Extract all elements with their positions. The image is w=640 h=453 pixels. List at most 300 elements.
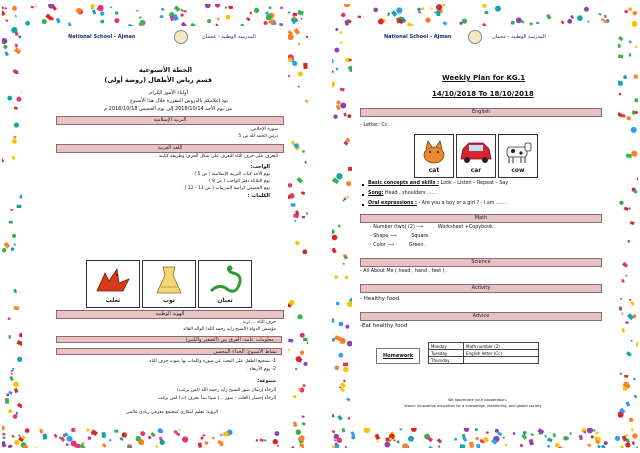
confetti-shape: [596, 432, 599, 435]
confetti-shape: [345, 325, 349, 329]
confetti-shape: [56, 18, 61, 24]
confetti-shape: [332, 229, 335, 234]
confetti-shape: [179, 429, 182, 432]
picture-label: ثوب: [162, 297, 176, 304]
advice-item: الرجاء إحضار (العلب - صور ...) شيئا يبدأ بحرف (ث) لمن يرغب: [157, 396, 276, 401]
confetti-shape: [13, 243, 15, 246]
confetti-shape: [2, 38, 7, 44]
confetti-shape: [332, 414, 335, 418]
confetti-shape: [302, 150, 305, 153]
confetti-shape: [511, 21, 515, 25]
confetti-shape: [475, 437, 478, 440]
confetti-shape: [15, 70, 19, 74]
confetti-shape: [336, 302, 340, 306]
confetti-shape: [269, 6, 272, 9]
confetti-shape: [632, 433, 637, 438]
confetti-shape: [5, 398, 9, 404]
confetti-shape: [10, 373, 12, 375]
confetti-shape: [505, 444, 507, 446]
confetti-shape: [11, 370, 13, 372]
confetti-shape: [418, 11, 421, 13]
confetti-shape: [71, 428, 75, 432]
confetti-shape: [301, 191, 306, 195]
science-text: - All About Me ( head , hand , feet ) .: [360, 269, 448, 274]
confetti-shape: [334, 48, 339, 53]
confetti-shape: [626, 434, 628, 437]
day-cell: Thursday: [429, 357, 464, 364]
confetti-shape: [332, 81, 335, 87]
confetti-shape: [335, 28, 338, 31]
confetti-shape: [626, 154, 632, 158]
confetti-shape: [8, 317, 11, 320]
confetti-shape: [183, 10, 187, 13]
cat-icon: [415, 135, 453, 167]
confetti-shape: [615, 436, 620, 441]
confetti-shape: [630, 301, 635, 306]
confetti-shape: [66, 443, 69, 446]
confetti-shape: [4, 7, 7, 9]
confetti-shape: [633, 11, 637, 15]
confetti-shape: [623, 75, 627, 79]
confetti-shape: [332, 430, 335, 433]
page-subtitle: قسم رياض الأطفال (روضة أولى): [104, 76, 212, 84]
confetti-shape: [42, 19, 47, 24]
confetti-shape: [53, 434, 57, 439]
confetti-shape: [634, 190, 638, 194]
confetti-shape: [631, 151, 637, 157]
bullet-icon: [362, 194, 364, 196]
vision-footer: الرؤية: تعليم ابتكاري لمجتمع معرفي ريادي عالمي: [125, 410, 218, 415]
confetti-shape: [631, 428, 633, 431]
confetti-shape: [274, 431, 279, 436]
confetti-shape: [100, 20, 104, 24]
confetti-shape: [226, 15, 231, 20]
confetti-shape: [8, 335, 11, 338]
arabic-header: اللغة العربية: [56, 144, 284, 153]
confetti-shape: [43, 434, 47, 440]
confetti-shape: [91, 4, 95, 8]
confetti-shape: [629, 299, 631, 301]
bullet-line: Song: Head , shoulders ..... .: [368, 191, 438, 196]
confetti-shape: [373, 8, 378, 13]
math-item: - Color ⟶ Green.: [370, 243, 425, 248]
confetti-shape: [294, 220, 296, 222]
confetti-shape: [332, 446, 335, 448]
confetti-shape: [100, 12, 104, 16]
confetti-shape: [17, 205, 22, 208]
confetti-shape: [298, 86, 300, 88]
confetti-shape: [342, 428, 345, 432]
confetti-shape: [217, 17, 220, 20]
picture-box: [198, 260, 252, 308]
confetti-shape: [63, 434, 66, 437]
confetti-shape: [536, 22, 539, 24]
confetti-shape: [577, 15, 583, 21]
math-header: Math: [360, 214, 602, 223]
islamic-item: سورة الإخلاص.: [249, 127, 278, 132]
confetti-shape: [259, 438, 263, 442]
confetti-shape: [220, 434, 223, 436]
confetti-shape: [18, 35, 21, 38]
confetti-shape: [626, 401, 631, 406]
confetti-shape: [297, 314, 302, 319]
national-line: حرف الثاء ... ثريد: [242, 320, 276, 325]
confetti-shape: [5, 19, 8, 21]
confetti-shape: [587, 21, 589, 23]
confetti-shape: [14, 388, 18, 393]
confetti-shape: [296, 177, 303, 183]
confetti-shape: [348, 417, 350, 420]
homework-table: [428, 342, 539, 364]
picture-box: [414, 134, 454, 178]
activity-item: 1- تشجيع الطفل على البحث عن صورة وكلمات بها صوت حرف الثاء .: [146, 359, 276, 364]
confetti-shape: [8, 409, 12, 413]
confetti-shape: [205, 4, 211, 8]
confetti-shape: [15, 44, 18, 48]
confetti-shape: [629, 418, 633, 422]
picture-label: ثعبان: [217, 297, 233, 304]
arabic-line: التعرف على حرف الثاء التعرف على شكل الحرف وطريقة كتابته: [158, 154, 278, 159]
homework-item: يوم الخميس كراسة التدريبات ( ص 11 - 12 ) .: [181, 186, 270, 191]
confetti-shape: [513, 432, 516, 435]
confetti-shape: [16, 97, 21, 102]
confetti-shape: [336, 104, 341, 110]
confetti-shape: [289, 193, 294, 198]
confetti-shape: [567, 19, 572, 24]
confetti-shape: [347, 114, 351, 118]
confetti-shape: [2, 441, 6, 448]
confetti-shape: [624, 375, 628, 378]
confetti-shape: [544, 435, 547, 438]
activity-text: - Healthy food.: [360, 296, 401, 302]
confetti-shape: [622, 262, 628, 268]
confetti-shape: [375, 434, 381, 440]
confetti-shape: [12, 139, 17, 144]
confetti-shape: [102, 432, 106, 438]
confetti-shape: [333, 114, 337, 118]
confetti-shape: [343, 380, 345, 382]
letter-line: - Letter: Cc .: [360, 122, 391, 128]
confetti-shape: [343, 363, 348, 367]
confetti-shape: [634, 98, 638, 102]
confetti-shape: [31, 6, 34, 8]
confetti-shape: [4, 51, 9, 56]
confetti-shape: [430, 7, 432, 10]
bullet-icon: [362, 184, 364, 186]
confetti-shape: [475, 428, 478, 431]
bullet-icon: [362, 204, 364, 206]
confetti-shape: [546, 14, 551, 20]
confetti-shape: [621, 328, 625, 333]
confetti-shape: [150, 432, 155, 437]
confetti-shape: [2, 433, 6, 436]
confetti-shape: [174, 5, 180, 11]
confetti-shape: [295, 368, 297, 370]
confetti-shape: [483, 437, 488, 442]
confetti-shape: [298, 72, 303, 77]
confetti-shape: [2, 158, 4, 162]
confetti-shape: [102, 443, 107, 448]
day-cell: Tuesday: [429, 350, 464, 357]
confetti-shape: [402, 443, 408, 448]
confetti-shape: [619, 306, 623, 311]
confetti-shape: [530, 433, 534, 437]
confetti-shape: [346, 397, 350, 401]
confetti-shape: [300, 350, 304, 354]
confetti-shape: [305, 99, 308, 103]
confetti-shape: [346, 138, 350, 142]
confetti-shape: [160, 440, 165, 445]
confetti-shape: [332, 70, 334, 73]
confetti-shape: [334, 275, 338, 279]
confetti-shape: [629, 53, 631, 56]
confetti-shape: [71, 441, 77, 447]
confetti-shape: [25, 428, 30, 433]
activity-header: نشاط الأسبوع: الحذاء المحسن: [56, 348, 282, 355]
confetti-shape: [205, 441, 209, 445]
confetti-shape: [631, 127, 637, 133]
confetti-shape: [393, 439, 395, 441]
confetti-shape: [344, 4, 350, 7]
confetti-shape: [341, 13, 345, 17]
confetti-shape: [627, 313, 634, 320]
confetti-shape: [438, 445, 440, 448]
confetti-shape: [521, 434, 527, 440]
confetti-shape: [569, 432, 571, 434]
confetti-shape: [346, 196, 348, 198]
confetti-shape: [563, 436, 568, 441]
confetti-shape: [338, 353, 343, 358]
national-header: الهوية الوطنية: [56, 310, 284, 319]
confetti-shape: [495, 6, 501, 12]
confetti-shape: [337, 438, 342, 443]
confetti-shape: [618, 36, 623, 41]
confetti-shape: [332, 318, 334, 323]
confetti-shape: [6, 393, 9, 396]
confetti-shape: [12, 6, 17, 11]
confetti-shape: [298, 388, 301, 391]
confetti-shape: [306, 342, 308, 345]
confetti-shape: [624, 206, 629, 211]
confetti-shape: [25, 21, 30, 26]
confetti-shape: [454, 438, 457, 441]
confetti-shape: [400, 428, 402, 430]
confetti-shape: [342, 200, 344, 202]
confetti-shape: [302, 216, 305, 219]
page-content: [22, 26, 288, 428]
confetti-shape: [635, 111, 638, 114]
confetti-shape: [148, 436, 151, 439]
confetti-shape: [598, 13, 601, 16]
confetti-shape: [339, 322, 344, 327]
math-item: - Number (two) (2) ⟶ Worksheet +Copybook .: [370, 225, 496, 230]
confetti-shape: [268, 20, 271, 23]
confetti-shape: [601, 19, 604, 21]
confetti-shape: [288, 11, 290, 13]
confetti-shape: [619, 92, 622, 95]
advice-header: Advice: [360, 312, 602, 321]
confetti-shape: [476, 444, 480, 448]
confetti-shape: [484, 11, 488, 14]
confetti-shape: [302, 422, 306, 426]
confetti-shape: [135, 436, 140, 441]
confetti-shape: [384, 442, 390, 448]
confetti-shape: [122, 432, 127, 437]
confetti-shape: [273, 439, 278, 444]
snake-icon: [199, 261, 251, 297]
confetti-shape: [228, 6, 232, 9]
confetti-shape: [9, 221, 13, 224]
picture-box: [456, 134, 496, 178]
confetti-shape: [462, 19, 467, 24]
confetti-shape: [621, 279, 625, 283]
confetti-shape: [297, 10, 304, 16]
confetti-shape: [265, 11, 268, 14]
school-name-en: National School - Ajman: [68, 34, 136, 40]
fox-icon: [87, 261, 139, 297]
confetti-shape: [396, 7, 402, 13]
confetti-shape: [13, 289, 17, 294]
confetti-shape: [630, 221, 635, 225]
confetti-shape: [273, 22, 276, 24]
confetti-shape: [298, 43, 300, 46]
page-content: [352, 26, 618, 428]
confetti-shape: [618, 54, 623, 58]
confetti-shape: [439, 441, 441, 443]
confetti-shape: [561, 20, 565, 24]
confetti-shape: [14, 440, 19, 445]
confetti-shape: [225, 7, 227, 9]
confetti-shape: [397, 440, 400, 443]
confetti-shape: [417, 8, 420, 11]
confetti-shape: [358, 16, 361, 18]
islamic-item: درس الحمد لله ص 5: [238, 134, 278, 139]
confetti-shape: [2, 7, 4, 9]
table-row: [429, 343, 539, 350]
confetti-shape: [291, 203, 296, 206]
confetti-shape: [295, 241, 299, 245]
confetti-shape: [460, 444, 466, 448]
confetti-shape: [634, 74, 638, 78]
confetti-shape: [3, 242, 10, 249]
task-cell: Math number (2) .: [464, 343, 539, 350]
confetti-shape: [293, 13, 297, 16]
confetti-shape: [11, 435, 14, 438]
week-dates: 14/10/2018 To 18/10/2018: [432, 90, 534, 98]
confetti-shape: [342, 263, 345, 265]
confetti-shape: [442, 4, 446, 6]
confetti-shape: [304, 161, 306, 164]
school-name-ar: المدرسة الوطنية - عجمان: [202, 34, 256, 40]
confetti-shape: [14, 47, 21, 54]
confetti-shape: [161, 8, 164, 11]
confetti-shape: [15, 15, 18, 18]
school-name-ar: المدرسة الوطنية - عجمان: [492, 34, 546, 40]
confetti-shape: [49, 17, 53, 20]
confetti-shape: [486, 431, 489, 434]
general-info-header: معلومات عامة: الفرق بين (الصغير والكبير) .: [56, 336, 282, 343]
confetti-shape: [198, 442, 202, 448]
confetti-shape: [628, 40, 632, 44]
confetti-shape: [302, 416, 305, 418]
confetti-shape: [256, 439, 258, 441]
confetti-shape: [635, 46, 637, 48]
page-title: Weekly Plan for KG.1: [442, 74, 526, 82]
confetti-shape: [299, 435, 305, 441]
confetti-shape: [633, 394, 637, 398]
confetti-shape: [296, 429, 301, 434]
confetti-shape: [336, 173, 342, 179]
footer-vision: Vision: Innovative education for a knowledge, pioneering, and global society: [404, 404, 542, 408]
confetti-shape: [624, 10, 628, 14]
advice-text: -Eat healthy food: [360, 323, 408, 329]
confetti-shape: [495, 429, 499, 433]
confetti-shape: [619, 201, 623, 205]
english-header: English: [360, 108, 602, 117]
confetti-shape: [13, 381, 19, 387]
confetti-shape: [2, 436, 6, 439]
confetti-shape: [570, 15, 574, 19]
confetti-shape: [200, 437, 203, 440]
confetti-shape: [633, 378, 636, 381]
confetti-shape: [620, 445, 623, 448]
confetti-shape: [246, 17, 251, 21]
confetti-shape: [303, 63, 307, 69]
advice-title: متنوعة:: [257, 378, 276, 384]
confetti-shape: [13, 414, 18, 419]
confetti-shape: [11, 247, 15, 251]
confetti-shape: [14, 123, 19, 128]
picture-label: ثعلب: [105, 297, 121, 304]
confetti-shape: [110, 6, 112, 8]
confetti-shape: [442, 21, 447, 25]
confetti-shape: [620, 298, 622, 300]
homework-item: يوم الثلاثاء دفتر الواجب ( ص 8 ) .: [206, 179, 270, 184]
confetti-shape: [587, 427, 593, 433]
confetti-shape: [82, 442, 85, 445]
confetti-shape: [305, 35, 308, 38]
confetti-shape: [343, 112, 347, 116]
confetti-shape: [637, 177, 638, 181]
homework-title: الواجب:: [250, 164, 270, 170]
confetti-shape: [67, 436, 73, 442]
confetti-shape: [114, 18, 119, 23]
confetti-shape: [266, 14, 272, 20]
confetti-shape: [562, 447, 564, 448]
confetti-shape: [294, 28, 301, 35]
confetti-shape: [340, 88, 345, 92]
intro-text: نود إعلامكم بالدروس المقررة خلال هذا الأسبوع: [130, 98, 228, 104]
advice-item: الرجاء إرسال صور للشيخ زايد رحمه الله (لمن يرغب): [176, 388, 276, 393]
page-title: الخطة الأسبوعية: [138, 66, 192, 74]
confetti-shape: [593, 430, 596, 432]
confetti-shape: [215, 4, 220, 8]
confetti-shape: [378, 19, 384, 25]
school-name-en: National School - Ajman: [384, 34, 452, 40]
islamic-header: التربية الإسلامية: [56, 116, 284, 125]
school-logo-icon: [174, 30, 188, 44]
confetti-shape: [288, 75, 290, 77]
confetti-shape: [300, 333, 305, 338]
confetti-shape: [619, 372, 622, 375]
confetti-shape: [264, 21, 268, 25]
confetti-shape: [288, 57, 293, 62]
confetti-shape: [579, 435, 583, 440]
confetti-shape: [280, 6, 283, 9]
confetti-shape: [277, 445, 279, 447]
picture-label: cat: [428, 167, 440, 174]
confetti-shape: [13, 136, 16, 139]
